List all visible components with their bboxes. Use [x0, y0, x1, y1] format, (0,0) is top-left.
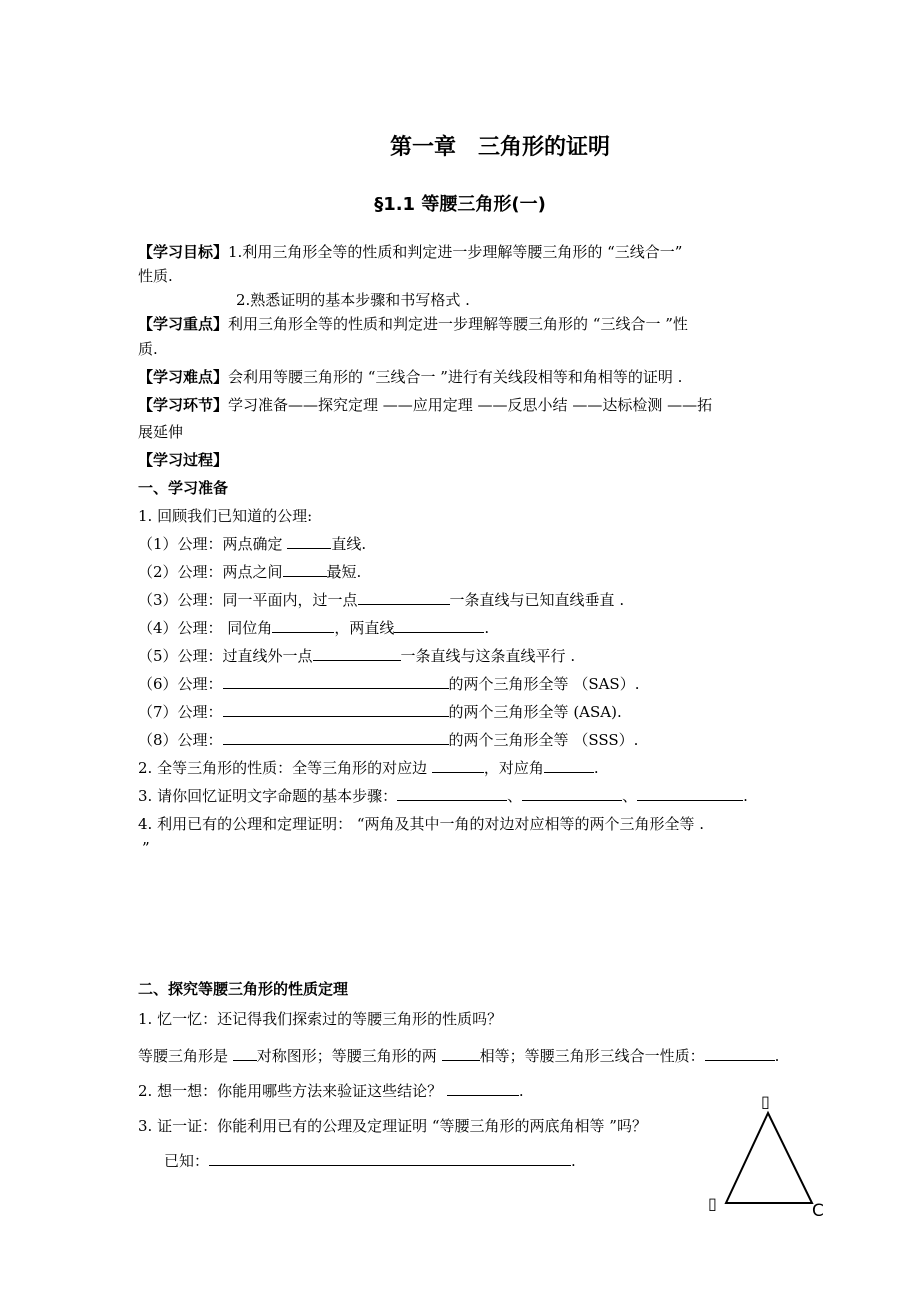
blank-q3a[interactable] — [397, 786, 507, 801]
key-points-label: 【学习重点】 — [138, 315, 229, 333]
axiom-8: （8）公理： 的两个三角形全等 （SSS）. — [138, 731, 639, 749]
triangle-label-top: ▯ — [761, 1092, 770, 1111]
given-line: 已知： . — [164, 1152, 576, 1170]
blank-p2q2[interactable] — [447, 1081, 519, 1096]
blank-q3b[interactable] — [522, 786, 622, 801]
objectives-line1-cont: 性质. — [138, 267, 173, 285]
triangle-label-right: C — [812, 1201, 824, 1221]
axiom-1: （1）公理：两点确定 直线. — [138, 535, 367, 553]
blank-7[interactable] — [223, 702, 449, 717]
part2-q2: 2. 想一想：你能用哪些方法来验证这些结论？ . — [138, 1082, 524, 1100]
axiom-7: （7）公理： 的两个三角形全等 (ASA). — [138, 703, 622, 721]
axiom-3: （3）公理：同一平面内，过一点 一条直线与已知直线垂直 . — [138, 591, 625, 609]
key-points-text: 利用三角形全等的性质和判定进一步理解等腰三角形的 “三线合一 ”性 — [228, 315, 688, 333]
key-points-cont: 质. — [138, 340, 158, 358]
blank-1[interactable] — [287, 534, 331, 549]
axiom-2: （2）公理：两点之间 最短. — [138, 563, 362, 581]
blank-4b[interactable] — [394, 618, 484, 633]
part1-heading: 一、学习准备 — [138, 479, 229, 497]
key-points — [138, 314, 688, 334]
phases-text: 学习准备——探究定理 ——应用定理 ——反思小结 ——达标检测 ——拓 — [228, 396, 713, 414]
axiom-4: （4）公理： 同位角 ，两直线 . — [138, 619, 490, 637]
blank-6[interactable] — [223, 674, 449, 689]
part1-q4: 4. 利用已有的公理和定理证明： “两角及其中一角的对边对应相等的两个三角形全等 . — [138, 815, 705, 833]
phases-cont: 展延伸 — [138, 423, 184, 441]
blank-5[interactable] — [313, 646, 401, 661]
part1-q3: 3. 请你回忆证明文字命题的基本步骤： 、 、 . — [138, 787, 748, 805]
blank-q2a[interactable] — [432, 758, 484, 773]
part2-heading: 二、探究等腰三角形的性质定理 — [138, 980, 349, 998]
blank-q2b[interactable] — [544, 758, 594, 773]
blank-p2b[interactable] — [442, 1046, 480, 1061]
phases-label: 【学习环节】 — [138, 396, 229, 414]
blank-q3c[interactable] — [637, 786, 743, 801]
difficulty-label: 【学习难点】 — [138, 368, 229, 386]
blank-p2c[interactable] — [705, 1046, 775, 1061]
part1-q4-cont: ” — [142, 839, 150, 857]
objectives-label: 【学习目标】 — [138, 243, 229, 261]
section-title: §1.1 等腰三角形(一) — [374, 194, 546, 215]
part2-fill: 等腰三角形是 对称图形；等腰三角形的两 相等；等腰三角形三线合一性质： . — [138, 1047, 780, 1065]
chapter-title: 第一章 三角形的证明 — [389, 135, 610, 160]
axiom-5: （5）公理：过直线外一点 一条直线与这条直线平行 . — [138, 647, 576, 665]
blank-2[interactable] — [283, 562, 327, 577]
difficulty — [138, 367, 682, 387]
blank-3[interactable] — [358, 590, 450, 605]
difficulty-text: 会利用等腰三角形的 “三线合一 ”进行有关线段相等和角相等的证明 . — [228, 368, 683, 386]
blank-p2a[interactable] — [233, 1046, 257, 1061]
triangle-shape — [726, 1113, 812, 1203]
part1-q2: 2. 全等三角形的性质：全等三角形的对应边 ，对应角 . — [138, 759, 599, 777]
objectives-line2: 2.熟悉证明的基本步骤和书写格式 . — [236, 291, 470, 309]
blank-given[interactable] — [209, 1151, 571, 1166]
part2-q3: 3. 证一证：你能利用已有的公理及定理证明 “等腰三角形的两底角相等 ”吗？ — [138, 1117, 647, 1135]
objectives-line1 — [138, 242, 682, 262]
blank-8[interactable] — [223, 730, 449, 745]
part2-q1: 1. 忆一忆：还记得我们探索过的等腰三角形的性质吗？ — [138, 1010, 503, 1028]
phases — [138, 395, 712, 415]
process-label: 【学习过程】 — [138, 451, 229, 469]
triangle-label-left: ▯ — [708, 1194, 717, 1213]
objectives-text1: 1.利用三角形全等的性质和判定进一步理解等腰三角形的 “三线合一” — [228, 243, 683, 261]
triangle-diagram — [700, 1085, 840, 1225]
part1-q1: 1. 回顾我们已知道的公理: — [138, 507, 313, 525]
axiom-6: （6）公理： 的两个三角形全等 （SAS）. — [138, 675, 640, 693]
blank-4a[interactable] — [272, 618, 334, 633]
